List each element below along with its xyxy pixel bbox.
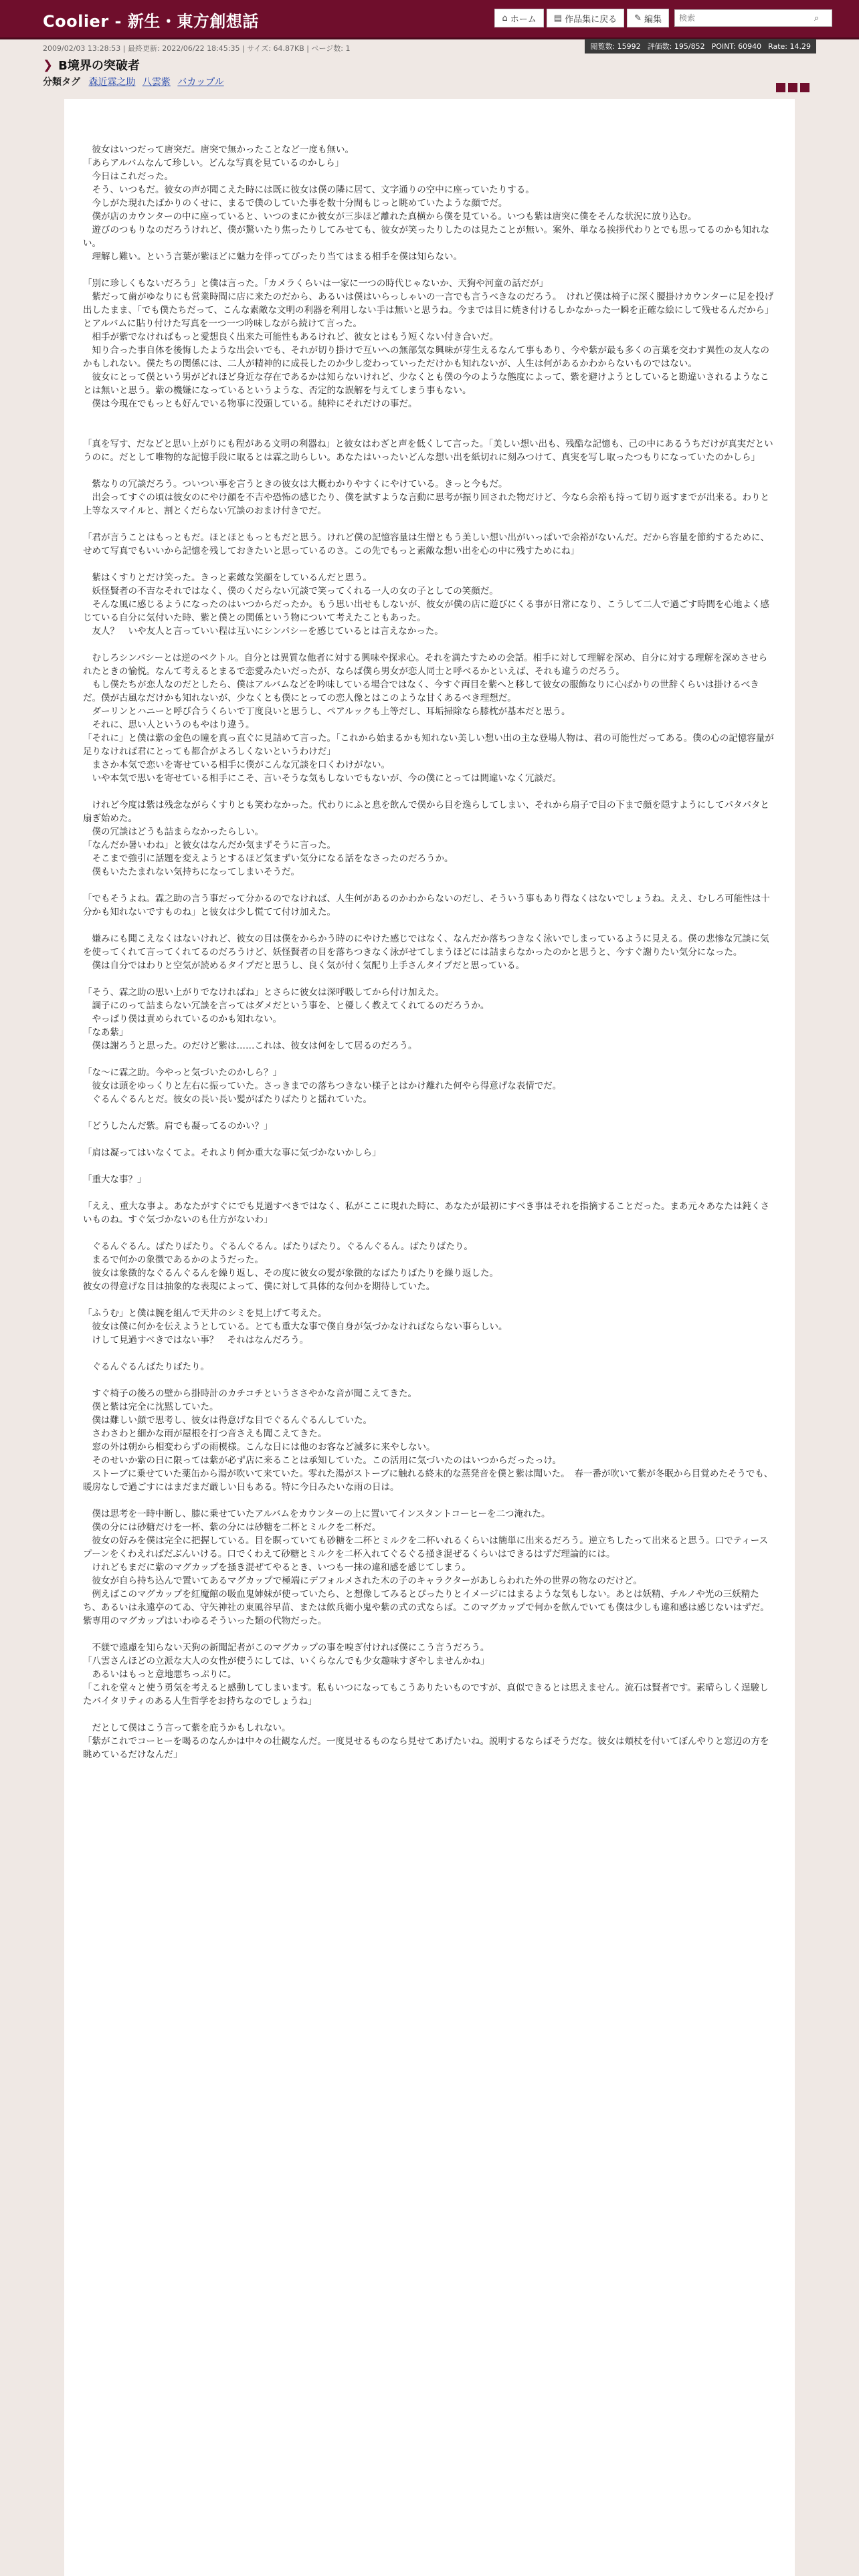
- search-box: [674, 9, 832, 27]
- paragraph-gap: [83, 1628, 776, 1641]
- story-paragraph: 「これを堂々と使う勇気を考えると感動してしまいます。私もいつになってもこうありたいものですが、真似できるとは思えません。流石は賢者です。素晴らしく逞駿したバイタリティのある人生哲学をお持ちなのでしょうね」: [83, 1683, 769, 1707]
- work-meta-info: 2009/02/03 13:28:53 | 最終更新: 2022/06/22 18:45:35 | サイズ: 64.87KB | ページ数: 1: [43, 44, 351, 53]
- paragraph-gap: [83, 1053, 776, 1066]
- story-paragraph: 遊びのつもりなのだろうけれど、僕が驚いたり焦ったりしてみせても、彼女が笑ったりしたのは見たことが無い。案外、単なる挨拶代わりとでも思ってるのかも知れない。: [83, 225, 769, 249]
- story-paragraph: ぐるんぐるんばたりばたり。: [83, 1362, 209, 1372]
- paragraph-gap: [83, 1374, 776, 1387]
- story-paragraph: 今日はこれだった。: [83, 171, 173, 182]
- paragraph-gap: [83, 263, 776, 277]
- paragraph-gap: [83, 1347, 776, 1360]
- story-paragraph: 「なあ紫」: [83, 1027, 128, 1038]
- story-paragraph: 友人？ いや友人と言っていい程は互いにシンパシーを感じているとは言えなかった。: [83, 626, 444, 637]
- story-paragraph: もし僕たちが恋人なのだとしたら、僕はアルバムなどを吟味している場合ではなく、今すぐ両目を紫へと移して彼女の服飾なりに心ばかりの世辞くらいは掛けるべきだ。僕が古風なだけかも知れないが、少なくとも僕にとっての恋人像とはこのような甘くあるべき理想だ。: [83, 679, 759, 704]
- share-icons: [776, 83, 809, 92]
- story-paragraph: 僕の分には砂糖だけを一杯、紫の分には砂糖を二杯とミルクを二杯だ。: [83, 1522, 381, 1533]
- story-paragraph: やっぱり僕は責められているのかも知れない。: [83, 1014, 282, 1025]
- point-total: POINT: 60940: [711, 41, 762, 51]
- story-paragraph: 彼女は頭をゆっくりと左右に振っていた。さっきまでの落ちつきない様子とはかけ離れた何やら得意げな表情でだ。: [83, 1081, 562, 1091]
- story-paragraph: 今しがた現れたばかりのくせに、まるで僕のしていた事を数十分間もじっと眺めていたような顔でだ。: [83, 198, 508, 209]
- story-paragraph: それに、思い人というのもやはり違う。: [83, 720, 255, 730]
- work-stats: [585, 39, 816, 53]
- paragraph-gap: [83, 1293, 776, 1307]
- story-paragraph: 「肩は凝ってはいなくてよ。それより何か重大な事に気づかないかしら」: [83, 1148, 381, 1158]
- back-label: 作品集に戻る: [565, 14, 617, 25]
- story-paragraph: 理解し難い。という言葉が紫ほどに魅力を伴ってぴったり当てはまる相手を僕は知らない。: [83, 251, 462, 262]
- story-paragraph: 「そう、霖之助の思い上がりでなければね」とさらに彼女は深呼吸してから付け加えた。: [83, 987, 444, 998]
- story-paragraph: けれどもまだに紫のマグカップを掻き混ぜてやるとき、いつも一抹の違和感を感じてしまう。: [83, 1562, 471, 1573]
- story-paragraph: 僕の冗談はどうも詰まらなかったらしい。: [83, 827, 264, 837]
- story-paragraph: 「ふうむ」と僕は腕を組んで天井のシミを見上げて考えた。: [83, 1308, 327, 1319]
- story-paragraph: 出会ってすぐの頃は彼女のにやけ顔を不吉や恐怖の感じたり、僕を試すような言動に思考が振り回された物だけど、今なら余裕も持って切り返すまでが出来る。わりと上等なスマイルと、割とくだらない冗談のおまけ付きでだ。: [83, 492, 769, 516]
- paragraph-gap: [83, 879, 776, 892]
- edit-button[interactable]: [627, 9, 669, 27]
- share-icon[interactable]: [788, 83, 797, 92]
- paragraph-gap: [83, 1226, 776, 1240]
- story-paragraph: けして見過すべきではない事？ それはなんだろう。: [83, 1335, 309, 1346]
- story-paragraph: 彼女はいつだって唐突だ。唐突で無かったことなど一度も無い。: [83, 144, 354, 155]
- paragraph-gap: [83, 638, 776, 651]
- story-paragraph: 僕は自分ではわりと空気が読めるタイプだと思うし、良く気が付く気配り上手さんタイプだと思っている。: [83, 960, 525, 971]
- story-paragraph: そのせいか紫の日に限っては紫が必ず店に来ることは承知していた。この活用に気づいたのはいつからだったっけ。: [83, 1455, 561, 1466]
- story-paragraph: 「ええ、重大な事よ。あなたがすぐにでも見過すべきではなく、私がここに現れた時に、あなたが最初にすべき事はそれを指摘することだった。まあ元々あなたは鈍くさいものね。すぐ気づかないのも仕方がないわ」: [83, 1201, 769, 1225]
- book-icon: ▤: [553, 13, 563, 23]
- paragraph-gap: [83, 558, 776, 571]
- story-paragraph: 「重大な事？」: [83, 1174, 147, 1185]
- story-paragraph: むしろシンパシーとは逆のベクトル。自分とは異質な他者に対する興味や探求心。それを満たすための会話。相手に対して理解を深め、自分に対する理解を深めさせられたときの愉悦。なんて考えるとまるで恋愛みたいだったが、ならば僕ら男女が恋人同士と呼べるかといえば、それも違うのだろう。: [83, 653, 768, 677]
- story-paragraph: まるで何かの象徴であるかのようだった。: [83, 1255, 264, 1265]
- story-paragraph: 彼女は僕に何かを伝えようとしている。とても重大な事で僕自身が気づかなければならない事らしい。: [83, 1321, 508, 1332]
- story-paragraph: 嫌みにも聞こえなくはないけれど、彼女の目は僕をからかう時のにやけた感じではなく、なんだか落ちつきなく泳いでしまっているように見える。僕の悲惨な冗談に気を使ってくれて言ってくれてるのだろうけど、妖怪賢者の目を落ちつきなく泳がせてしまうほどには詰まらなかったのかと思うと、今すぐ謝りたい気分になった。: [83, 934, 769, 958]
- paragraph-gap: [83, 518, 776, 531]
- story-paragraph: 「別に珍しくもないだろう」と僕は言った。「カメラくらいは一家に一つの時代じゃないか、天狗や河童の話だが」: [83, 278, 549, 289]
- story-paragraph: ぐるんぐるんとだ。彼女の長い長い髪がばたりばたりと揺れていた。: [83, 1094, 372, 1105]
- story-paragraph: 彼女が自ら持ち込んで置いてあるマグカップで極端にデフォルメされた木の子のキャラクターがあしらわれた外の世界の物なのだけど。: [83, 1576, 642, 1586]
- paragraph-gap: [83, 1133, 776, 1146]
- paragraph-gap: [83, 919, 776, 932]
- story-paragraph: さわさわと細かな雨が屋根を打つ音さえも聞こえてきた。: [83, 1428, 327, 1439]
- story-paragraph: 窓の外は朝から相変わらずの雨模様。こんな日には他のお客など滅多に来やしない。: [83, 1442, 436, 1453]
- story-paragraph: 妖怪賢者の不吉なそれではなく、僕のくだらない冗談で笑ってくれる一人の女の子としての笑顔だ。: [83, 586, 498, 597]
- story-paragraph: ストーブに乗せていた薬缶から湯が吹いて来ていた。零れた湯がストーブに触れる終末的な蒸発音を僕と紫は聞いた。 春一番が吹いて紫が冬眠から目覚めたそうでも、暖房なしで過ごすにはまだまだ厳しい日もある。特に今日みたいな雨の日は。: [83, 1469, 773, 1493]
- story-paragraph: そこまで強引に話題を変えようとするほど気まずい気分になる話をなさったのだろうか。: [83, 853, 454, 864]
- back-to-collection-button[interactable]: [547, 9, 624, 27]
- tag-link[interactable]: バカップル: [177, 77, 224, 88]
- paragraph-gap: [83, 1106, 776, 1119]
- story-paragraph: 「それに」と僕は紫の金色の瞳を真っ直ぐに見詰めて言った。「これから始まるかも知れない美しい想い出の主な登場人物は、君の可能性だってある。僕の心の記憶容量が足りなければ君にとっても都合がよろしくないというわけだ」: [83, 733, 774, 757]
- story-paragraph: 僕が店のカウンターの中に座っていると、いつのまにか彼女が三歩ほど離れた真横から僕を見ている。いつも紫は唐突に僕をそんな状況に放り込む。: [83, 211, 697, 222]
- story-paragraph: ぐるんぐるん。ばたりばたり。ぐるんぐるん。ばたりばたり。ぐるんぐるん。ばたりばたり。: [83, 1241, 473, 1252]
- story-paragraph: 紫だって歯がゆなりにも営業時間に店に来たのだから、あるいは僕はいらっしゃいの一言でも言うべきなのだろう。 けれど僕は椅子に深く腰掛けカウンターに足を投げ出したまま、「でも僕たちだって、こんな素敵な文明の利器を利用しない手は無いと思うね。今までは目に焼き付けるしかなかった一瞬を正確な絵にして残せるんだから」とアルバムに貼り付けた写真を一つ一つ吟味しながら続けて言った。: [83, 292, 774, 329]
- paragraph-gap: [83, 411, 776, 424]
- work-title-row: [43, 56, 140, 74]
- tag-link[interactable]: 八雲紫: [142, 77, 171, 88]
- story-paragraph: だとして僕はこう言って紫を庇うかもしれない。: [83, 1723, 291, 1733]
- home-button[interactable]: [494, 9, 543, 27]
- site-title[interactable]: Coolier - 新生・東方創想話: [43, 12, 259, 31]
- paragraph-gap: [83, 972, 776, 986]
- story-paragraph: 彼女は象徴的なぐるんぐるんを繰り返し、その度に彼女の髪が象徴的なばたりばたりを繰り返した。: [83, 1268, 498, 1279]
- story-paragraph: まさか本気で恋いを寄せている相手に僕がこんな冗談を口くわけがない。: [83, 760, 390, 770]
- story-paragraph: 「どうしたんだ紫。肩でも凝ってるのかい？」: [83, 1121, 273, 1132]
- story-paragraph: けれど今度は紫は残念ながらくすりとも笑わなかった。代わりにふと息を飲んで僕から目を逸らしてしまい、それから扇子で目の下まで顔を隠すようにしてパタパタと扇ぎ始めた。: [83, 800, 769, 824]
- story-paragraph: 僕は思考を一時中断し、膝に乗せていたアルバムをカウンターの上に置いてインスタントコーヒーを二つ淹れた。: [83, 1509, 551, 1519]
- story-paragraph: 不躾で遠慮を知らない天狗の新聞記者がこのマグカップの事を嗅ぎ付ければ僕にこう言うだろう。: [83, 1642, 490, 1653]
- paragraph-gap: [83, 464, 776, 477]
- home-label: ホーム: [510, 14, 537, 25]
- paragraph-gap: [83, 1494, 776, 1507]
- view-count: 閲覧数: 15992: [590, 42, 641, 51]
- share-icon[interactable]: [776, 83, 785, 92]
- search-icon[interactable]: ⌕: [814, 13, 820, 23]
- story-paragraph: 僕と紫は完全に沈黙していた。: [83, 1402, 219, 1412]
- story-paragraph: 彼女の好みを僕は完全に把握している。目を瞑っていても砂糖を二杯とミルクを二杯いれるくらいは簡単に出来るだろう。逆立ちしたって出来ると思う。口でティースプーンをくわえればだぶんいける。口でくわえて砂糖とミルクを二杯入れてぐるぐる掻き混ぜるくらいはできるはずだ理論的には。: [83, 1535, 768, 1560]
- tag-label: 分類タグ: [43, 77, 80, 88]
- story-paragraph: あるいはもっと意地悪ちっぷりに。: [83, 1669, 237, 1680]
- story-paragraph: いや本気で思いを寄せている相手にこそ、言いそうな気もしないでもないが、今の僕にとっては間違いなく冗談だ。: [83, 773, 561, 784]
- paragraph-gap: [83, 1186, 776, 1200]
- story-paragraph: 彼女の得意げな目は抽象的な表現によって、僕に対して具体的な何かを期待していた。: [83, 1281, 436, 1292]
- rating-count: 評価数: 195/852: [647, 42, 705, 51]
- edit-label: 編集: [644, 14, 662, 25]
- story-paragraph: 「な〜に霖之助。今やっと気づいたのかしら？」: [83, 1067, 282, 1078]
- paragraph-gap: [83, 424, 776, 437]
- story-paragraph: 知り合った事自体を後悔したような出会いでも、それが切り掛けで互いへの無部気な興味が芽生えるなんて事もあり、今や紫が最も多くの言葉を交わす異性の友人なのかもしれない。僕たちの関係には、二人が精神的に成長したのか少し変わっていっただけかも知れないが、人生は何があるかわからないものではない。: [83, 345, 769, 369]
- site-header: [0, 0, 859, 39]
- story-paragraph: 僕もいたたまれない気持ちになってしまいそうだ。: [83, 867, 300, 877]
- story-paragraph: 僕は難しい顔で思考し、彼女は得意げな目でぐるんぐるんしていた。: [83, 1415, 372, 1426]
- home-icon: ⌂: [502, 13, 508, 23]
- story-paragraph: 「なんだか暑いわね」と彼女はなんだか気まずそうに言った。: [83, 840, 336, 851]
- story-paragraph: 「君が言うことはもっともだ。ほとほともっともだと思う。けれど僕の記憶容量は生憎ともう美しい想い出がいっぱいで余裕がないんだ。だから容量を節約するために、せめて写真でもいいから記憶を残しておきたいと思っているのさ。この先でもっと素敵な想い出を心の中に残すためにね」: [83, 532, 769, 556]
- pencil-icon: ✎: [634, 13, 642, 23]
- paragraph-gap: [83, 1160, 776, 1173]
- tags-row: [43, 75, 228, 88]
- rate-value: Rate: 14.29: [768, 41, 811, 51]
- work-title: B境界の突破者: [58, 59, 140, 73]
- story-paragraph: 紫はくすりとだけ笑った。きっと素敵な笑顔をしているんだと思う。: [83, 572, 372, 583]
- story-paragraph: 紫なりの冗談だろう。ついつい事を言うときの彼女は大概わかりやすくにやけている。きっと今もだ。: [83, 479, 508, 490]
- chevron-right-icon: ❯: [43, 58, 54, 72]
- share-icon[interactable]: [800, 83, 809, 92]
- top-nav: [494, 8, 832, 28]
- story-paragraph: すぐ椅子の後ろの壁から掛時計のカチコチというささやかな音が聞こえてきた。: [83, 1388, 417, 1399]
- story-paragraph: 「紫がこれでコーヒーを喝るのなんかは中々の壮観なんだ。一度見せるものなら見せてあげたいね。説明するならばそうだな。彼女は頬杖を付いてぼんやりと窓辺の方を眺めているだけなんだ」: [83, 1736, 769, 1760]
- story-paragraph: 彼女にとって僕という男がどれほど身近な存在であるかは知らないけれど、少なくとも僕の今のような態度によって、紫を避けようとしていると勘違いされるようなことは無いと思う。紫の機嫌になっているというような、否定的な誤解を与えてしまう事もない。: [83, 372, 769, 396]
- story-paragraph: ダーリンとハニーと呼び合うくらいで丁度良いと思うし、ペアルックも上等だし、耳垢掃除なら膝枕が基本だと思う。: [83, 706, 571, 717]
- story-paragraph: 「あらアルバムなんて珍しい。どんな写真を見ているのかしら」: [83, 158, 345, 169]
- search-input[interactable]: [678, 13, 814, 23]
- story-paragraph: 僕は謝ろうと思った。のだけど紫は……これは、彼女は何をして居るのだろう。: [83, 1041, 417, 1051]
- story-body: [83, 143, 776, 1761]
- story-paragraph: そんな風に感じるようになったのはいつからだったか。もう思い出せもしないが、彼女が僕の店に遊びにくる事が日常になり、こうして二人で過ごす時間を心地よく感じている自分に気付いた時、紫と僕との関係という物について考えたこともあった。: [83, 599, 769, 623]
- story-paragraph: 相手が紫でなければもっと愛想良く出来た可能性もあるけれど、彼女とはもう短くない付き合いだ。: [83, 332, 498, 342]
- story-paragraph: 僕は今現在でもっとも好んでいる物事に没頭している。純粋にそれだけの事だ。: [83, 399, 417, 409]
- story-paragraph: 「でもそうよね。霖之助の言う事だって分かるのでなければ、人生何があるのかわからないのだし、そういう事もあり得なくはないでしょうね。ええ、むしろ可能性は十分かも知れないですものね」と彼女は少し慌てて付け加えた。: [83, 893, 770, 918]
- paragraph-gap: [83, 785, 776, 798]
- story-paragraph: 調子にのって詰まらない冗談を言ってはダメだという事を、と優しく教えてくれてるのだろうか。: [83, 1000, 490, 1011]
- tag-link[interactable]: 森近霖之助: [88, 77, 136, 88]
- story-content: [64, 99, 795, 2576]
- paragraph-gap: [83, 1708, 776, 1721]
- story-paragraph: 例えばこのマグカップを紅魔館の吸血鬼姉妹が使っていたら、と想像してみるとぴったりとイメージにはまるような気もしない。あとは妖精、チルノや光の三妖精たち、あるいは永遠亭のてゐ、守矢神社の東風谷早苗、または飲兵衛小鬼や紫の式の式ならば。このマグカップで何かを飲んでいても僕は少しも違和感は感じないはずだ。紫専用のマグカップはいわゆるそういった類の代物だった。: [83, 1589, 769, 1626]
- story-paragraph: そう、いつもだ。彼女の声が聞こえた時には既に彼女は僕の隣に居て、文字通りの空中に座っていたりする。: [83, 185, 535, 195]
- story-paragraph: 「真を写す、だなどと思い上がりにも程がある文明の利器ね」と彼女はわざと声を低くして言った。「美しい想い出も、残酷な記憶も、己の中にあるうちだけが真実だというのに。だとして唯物的な記憶手段に取るとは霖之助らしい。あなたはいったいどんな想い出を紙切れに刻みつけて、真実を写し取ったつもりになっていたのかしら」: [83, 439, 773, 463]
- story-paragraph: 「八雲さんほどの立派な大人の女性が使うにしては、いくらなんでも少女趣味すぎやしませんかね」: [83, 1656, 490, 1667]
